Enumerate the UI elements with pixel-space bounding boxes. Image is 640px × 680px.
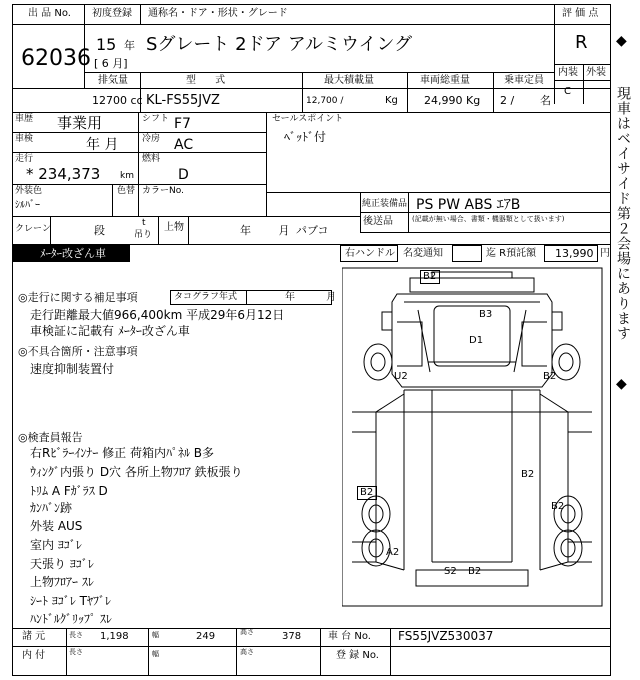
upper-date: 年 月 bbox=[240, 224, 302, 237]
gross-weight-value: 24,990 Kg bbox=[424, 94, 481, 107]
mark-b2-top: B2 bbox=[423, 271, 437, 282]
color-change-label: 色替 bbox=[117, 186, 136, 196]
capacity-label: 最大積載量 bbox=[324, 75, 374, 86]
height-value: 378 bbox=[282, 631, 302, 642]
tacho-label: タコグラフ年式 bbox=[174, 292, 238, 302]
fuel-value: D bbox=[178, 167, 189, 183]
mark-d1: D1 bbox=[469, 335, 484, 346]
width-value: 249 bbox=[196, 631, 216, 642]
retrofit-label: 後送品 bbox=[363, 216, 393, 227]
displacement-value: 12700 cc bbox=[92, 94, 143, 107]
inspector-line-7: 天張り ﾖｺﾞﾚ bbox=[30, 557, 94, 571]
chassis-value: FS55JVZ530037 bbox=[398, 629, 494, 643]
ext-color-label: 外装色 bbox=[15, 186, 43, 196]
crane-label: クレーン bbox=[15, 224, 51, 234]
first-reg-month: [ 6 月] bbox=[94, 57, 128, 70]
lot-number: 62036 bbox=[21, 46, 91, 71]
exterior-grade-label: 外装 bbox=[586, 67, 606, 78]
defect-line-1: 速度抑制装置付 bbox=[30, 362, 115, 376]
tacho-value: 年 月 bbox=[285, 292, 351, 303]
inspector-line-1: 右Rﾋﾞﾗｰｲﾝﾅｰ 修正 荷箱内ﾊﾟﾈﾙ B多 bbox=[30, 446, 215, 460]
year-unit: 年 bbox=[124, 39, 135, 52]
reg-no-label: 登 録 No. bbox=[336, 650, 379, 661]
tamper-text: ﾒｰﾀｰ改ざん車 bbox=[40, 247, 106, 260]
lot-label: 出 品 No. bbox=[28, 8, 71, 19]
history-label: 車歴 bbox=[15, 114, 34, 124]
mark-a2: A2 bbox=[386, 547, 400, 558]
inspector-line-3: ﾄﾘﾑ A Fｶﾞﾗｽ D bbox=[30, 484, 108, 498]
ext-color-value: ｼﾙﾊﾞｰ bbox=[15, 200, 40, 211]
inspector-line-6: 室内 ﾖｺﾞﾚ bbox=[30, 538, 82, 552]
recycle-unit: 円 bbox=[600, 248, 610, 259]
inspector-line-8: 上物ﾌﾛｱｰ ｽﾚ bbox=[30, 575, 94, 589]
side-venue-notice: 現車はベイサイド第２会場にあります bbox=[615, 86, 631, 341]
passengers-unit: 名 bbox=[540, 94, 551, 107]
mark-b2-right-front: B2 bbox=[543, 371, 557, 382]
defect-title: ◎不具合箇所・注意事項 bbox=[18, 345, 138, 358]
car-name: Sグレート 2ドア アルミウイング bbox=[146, 34, 413, 55]
interior-grade-label: 内装 bbox=[558, 67, 578, 78]
first-reg-year: 15 bbox=[96, 35, 117, 54]
mark-b3: B3 bbox=[479, 309, 493, 320]
capacity-unit: Kg bbox=[385, 95, 398, 106]
rating-label: 評 価 点 bbox=[562, 8, 599, 19]
color-no-label: カラーNo. bbox=[142, 186, 184, 196]
crane-dan: 段 bbox=[94, 224, 105, 237]
displacement-label: 排気量 bbox=[98, 75, 128, 86]
shift-label: シフト bbox=[142, 114, 170, 124]
inspector-line-9: ｼｰﾄ ﾖｺﾞﾚ Tﾔﾌﾞﾚ bbox=[30, 594, 111, 608]
upper-maker: パブコ bbox=[296, 224, 329, 237]
tamper-banner bbox=[12, 245, 130, 262]
rhd-label: 右ハンドル bbox=[345, 248, 395, 259]
model-value: KL-FS55JVZ bbox=[146, 93, 220, 108]
sales-point-value: ﾍﾞｯﾄﾞ付 bbox=[284, 130, 327, 144]
history-value: 事業用 bbox=[57, 114, 103, 132]
mark-b2-bottom: B2 bbox=[468, 566, 482, 577]
recycle-amount: 13,990 bbox=[555, 247, 594, 260]
spec-inner-label: 内 付 bbox=[22, 650, 46, 661]
driving-line-1: 走行距離最大値966,400km 平成29年6月12日 bbox=[30, 308, 285, 322]
side-diamond-bottom: ◆ bbox=[616, 376, 627, 392]
aircon-value: AC bbox=[174, 137, 194, 153]
aircon-label: 冷房 bbox=[142, 134, 161, 144]
rating-value: R bbox=[575, 32, 588, 53]
driving-line-2: 車検証に記載有 ﾒｰﾀｰ改ざん車 bbox=[30, 324, 190, 338]
inspector-line-5: 外装 AUS bbox=[30, 519, 83, 533]
passengers-label: 乗車定員 bbox=[504, 75, 544, 86]
mark-s2: S2 bbox=[444, 566, 457, 577]
upper-label: 上物 bbox=[164, 222, 184, 233]
mark-u2: U2 bbox=[394, 371, 408, 382]
model-label: 型 式 bbox=[186, 75, 234, 86]
inspector-line-10: ﾊﾝﾄﾞﾙｸﾞﾘｯﾌﾟ ｽﾚ bbox=[30, 612, 112, 626]
recycle-label: 迄 R預託額 bbox=[486, 248, 537, 259]
mark-b2-left: B2 bbox=[360, 487, 374, 498]
mark-b2-mid: B2 bbox=[521, 469, 535, 480]
mileage-label: 走行 bbox=[15, 154, 34, 164]
mileage-unit: km bbox=[120, 171, 134, 181]
mark-b2-right-rear: B2 bbox=[551, 501, 565, 512]
name-change-box bbox=[452, 245, 482, 262]
inspection-value: 年 月 bbox=[86, 137, 119, 153]
inspector-line-4: ｶﾝﾊﾞﾝ跡 bbox=[30, 501, 73, 515]
inspector-line-2: ｳｨﾝｸﾞ内張り D穴 各所上物ﾌﾛｱ 鉄板張り bbox=[30, 465, 243, 479]
driving-notes-title: ◎走行に関する補足事項 bbox=[18, 291, 138, 304]
passengers-value: 2 / bbox=[500, 94, 515, 107]
chassis-label: 車 台 No. bbox=[328, 631, 371, 642]
car-name-label: 通称名・ドア・形状・グレード bbox=[148, 8, 288, 19]
mileage-value: * 234,373 bbox=[26, 165, 101, 183]
crane-tsuri: 吊り bbox=[134, 230, 153, 240]
first-reg-label: 初度登録 bbox=[92, 8, 132, 19]
retrofit-note: (記載が無い場合、書類・機器類として扱います) bbox=[412, 215, 565, 223]
inspection-label: 車検 bbox=[15, 134, 34, 144]
interior-grade-value: C bbox=[564, 86, 571, 97]
height-label: 高さ bbox=[240, 628, 254, 636]
width-label: 幅 bbox=[152, 631, 159, 639]
width-label-2: 幅 bbox=[152, 650, 159, 658]
height-label-2: 高さ bbox=[240, 648, 254, 656]
length-value: 1,198 bbox=[100, 631, 129, 642]
sales-point-label: セールスポイント bbox=[272, 114, 344, 124]
fuel-label: 燃料 bbox=[142, 154, 161, 164]
capacity-value: 12,700 / bbox=[306, 96, 344, 106]
dims-label: 諸 元 bbox=[22, 631, 46, 642]
inspector-title: ◎検査員報告 bbox=[18, 431, 83, 444]
shift-value: F7 bbox=[174, 116, 191, 132]
equipment-label: 純正装備品 bbox=[362, 199, 408, 209]
crane-t: t bbox=[142, 218, 146, 228]
length-label-2: 長さ bbox=[69, 648, 83, 656]
side-diamond-top: ◆ bbox=[616, 33, 627, 49]
gross-weight-label: 車両総重量 bbox=[420, 75, 470, 86]
name-change-label: 名変通知 bbox=[403, 248, 443, 259]
length-label: 長さ bbox=[69, 631, 83, 639]
equipment-value: PS PW ABS ｴｱB bbox=[416, 197, 521, 213]
